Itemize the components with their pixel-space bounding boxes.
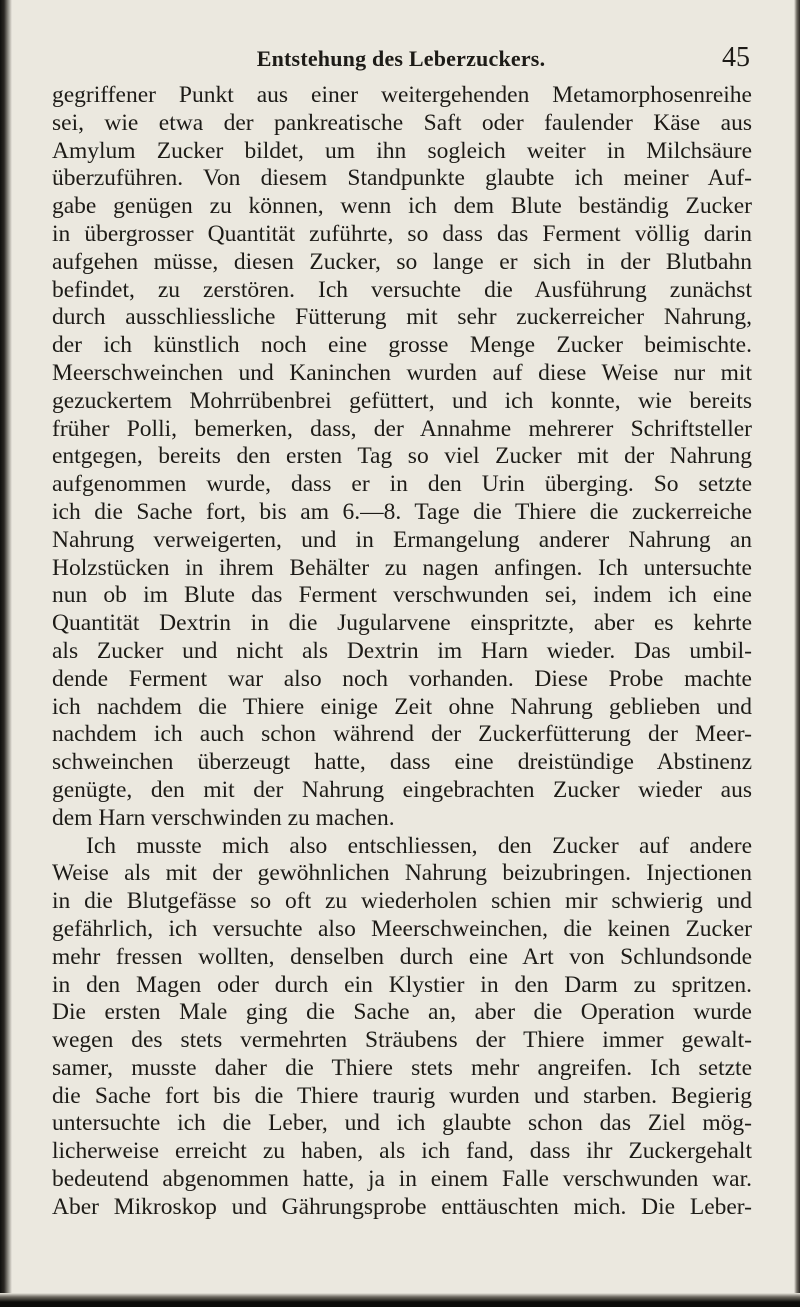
- text-line: gefährlich, ich versuchte also Meerschweinchen, die keinen Zucker: [52, 915, 752, 942]
- text-line: gabe genügen zu können, wenn ich dem Blute beständig Zucker: [52, 193, 752, 220]
- text-line: in den Magen oder durch ein Klystier in den Darm zu spritzen.: [52, 971, 752, 998]
- text-line: in übergrosser Quantität zuführte, so dass das Ferment völlig darin: [52, 220, 752, 247]
- text-line: gezuckertem Mohrrübenbrei gefüttert, und ich konnte, wie bereits: [52, 387, 752, 414]
- right-page-edge: [794, 0, 800, 1307]
- text-line: Die ersten Male ging die Sache an, aber die Operation wurde: [52, 999, 752, 1026]
- text-line: der ich künstlich noch eine grosse Menge Zucker beimischte.: [52, 332, 752, 359]
- text-line: dende Ferment war also noch vorhanden. Diese Probe machte: [52, 665, 752, 692]
- text-line: Meerschweinchen und Kaninchen wurden auf diese Weise nur mit: [52, 359, 752, 386]
- text-line: aufgenommen wurde, dass er in den Urin überging. So setzte: [52, 471, 752, 498]
- paragraph-start-line: Ich musste mich also entschliessen, den Zucker auf andere: [86, 832, 752, 859]
- text-line: nun ob im Blute das Ferment verschwunden sei, indem ich eine: [52, 582, 752, 609]
- text-line: überzuführen. Von diesem Standpunkte glaubte ich meiner Auf-: [52, 165, 752, 192]
- text-line: genügte, den mit der Nahrung eingebrachten Zucker wieder aus: [52, 776, 752, 803]
- text-line: bedeutend abgenommen hatte, ja in einem Falle verschwunden war.: [52, 1166, 752, 1193]
- page-number: 45: [722, 42, 750, 73]
- text-line: schweinchen überzeugt hatte, dass eine dreistündige Abstinenz: [52, 749, 752, 776]
- text-line: wegen des stets vermehrten Sträubens der Thiere immer gewalt-: [52, 1027, 752, 1054]
- text-line: Holzstücken in ihrem Behälter zu nagen anfingen. Ich untersuchte: [52, 554, 752, 581]
- text-line: Quantität Dextrin in die Jugularvene einspritzte, aber es kehrte: [52, 610, 752, 637]
- text-line: samer, musste daher die Thiere stets mehr angreifen. Ich setzte: [52, 1054, 752, 1081]
- text-line: früher Polli, bemerken, dass, der Annahme mehrerer Schriftsteller: [52, 415, 752, 442]
- text-line: Nahrung verweigerten, und in Ermangelung anderer Nahrung an: [52, 526, 752, 553]
- bottom-page-edge: [0, 1293, 800, 1307]
- text-line: gegriffener Punkt aus einer weitergehenden Metamorphosenreihe: [52, 82, 752, 108]
- text-line: untersuchte ich die Leber, und ich glaubte schon das Ziel mög-: [52, 1110, 752, 1137]
- text-line: Amylum Zucker bildet, um ihn sogleich weiter in Milchsäure: [52, 137, 752, 164]
- text-line: als Zucker und nicht als Dextrin im Harn wieder. Das umbil-: [52, 637, 752, 664]
- text-line: mehr fressen wollten, denselben durch eine Art von Schlundsonde: [52, 943, 752, 970]
- page-header: [52, 42, 750, 78]
- text-line: nachdem ich auch schon während der Zuckerfütterung der Meer-: [52, 721, 752, 748]
- text-line: aufgehen müsse, diesen Zucker, so lange er sich in der Blutbahn: [52, 248, 752, 275]
- running-title: Entstehung des Leberzuckers.: [256, 46, 546, 71]
- text-line: durch ausschliessliche Fütterung mit sehr zuckerreicher Nahrung,: [52, 304, 752, 331]
- text-line: die Sache fort bis die Thiere traurig wurden und starben. Begierig: [52, 1082, 752, 1109]
- text-line: ich die Sache fort, bis am 6.—8. Tage die Thiere die zuckerreiche: [52, 498, 752, 525]
- text-line: licherweise erreicht zu haben, als ich fand, dass ihr Zuckergehalt: [52, 1138, 752, 1165]
- paragraph-end-line: dem Harn verschwinden zu machen.: [52, 804, 395, 831]
- text-line: ich nachdem die Thiere einige Zeit ohne Nahrung geblieben und: [52, 693, 752, 720]
- text-line: entgegen, bereits den ersten Tag so viel Zucker mit der Nahrung: [52, 443, 752, 470]
- text-line: sei, wie etwa der pankreatische Saft oder faulender Käse aus: [52, 109, 752, 136]
- left-page-edge: [0, 0, 12, 1307]
- text-line: befindet, zu zerstören. Ich versuchte die Ausführung zunächst: [52, 276, 752, 303]
- text-line: Aber Mikroskop und Gährungsprobe enttäuschten mich. Die Leber-: [52, 1193, 752, 1220]
- body-text: [52, 82, 752, 1222]
- text-line: in die Blutgefässe so oft zu wiederholen schien mir schwierig und: [52, 888, 752, 915]
- text-line: Weise als mit der gewöhnlichen Nahrung beizubringen. Injectionen: [52, 860, 752, 887]
